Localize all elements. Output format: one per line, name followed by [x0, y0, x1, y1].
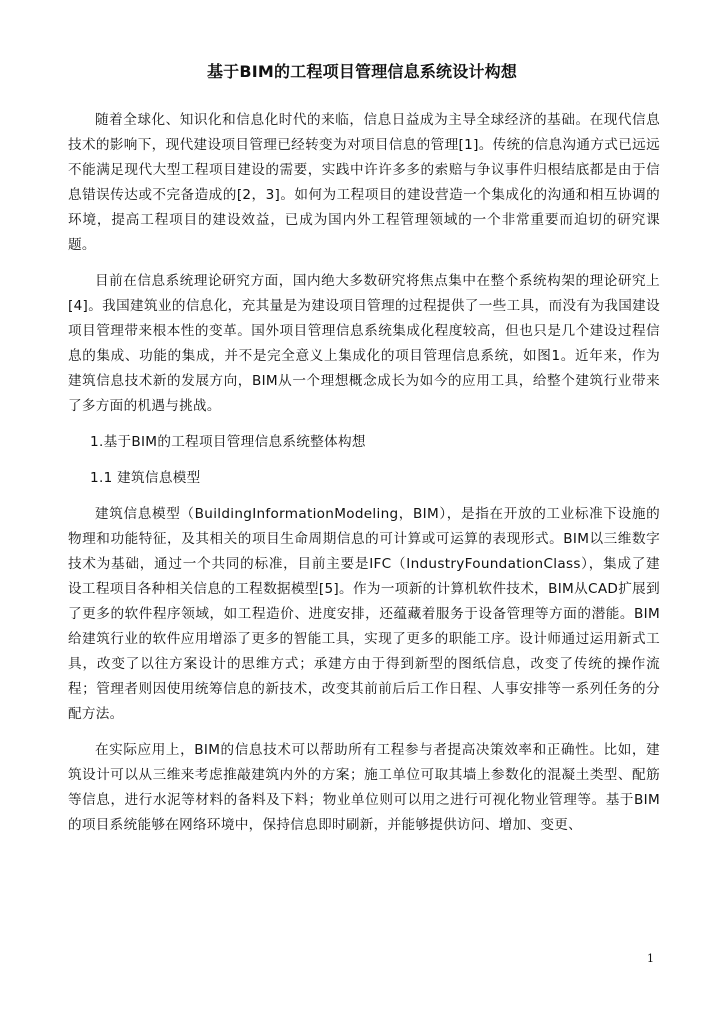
section-heading: 1.基于BIM的工程项目管理信息系统整体构想: [90, 434, 366, 450]
document-body: [68, 108, 660, 838]
bim-definition-paragraph: 建筑信息模型（BuildingInformationModeling，BIM），是指在开放的工业标准下设施的物理和功能特征，及其相关的项目生命周期信息的可计算或可运算的表现形式。BIM以三维数字技术为基础，通过一个共同的标准，目前主要是IFC（IndustryFoundationClass），集成了建设工程项目各种相关信息的工程数据模型[5]。作为一项新的计算机软件技术，BIM从CAD扩展到了更多的软件程序领域，如工程造价、进度安排，还蕴藏着服务于设备管理等方面的潜能。BIM给建筑行业的软件应用增添了更多的智能工具，实现了更多的职能工序。设计师通过运用新式工具，改变了以往方案设计的思维方式；承建方由于得到新型的图纸信息，改变了传统的操作流程；管理者则因使用统筹信息的新技术，改变其前前后后工作日程、人事安排等一系列任务的分配方法。: [68, 506, 660, 722]
subsection-heading: 1.1 建筑信息模型: [90, 470, 201, 486]
page-number: 1: [647, 952, 654, 965]
bim-application-paragraph: 在实际应用上，BIM的信息技术可以帮助所有工程参与者提高决策效率和正确性。比如，建筑设计可以从三维来考虑推敲建筑内外的方案；施工单位可取其墙上参数化的混凝土类型、配筋等信息，进行水泥等材料的备料及下料；物业单位则可以用之进行可视化物业管理等。基于BIM的项目系统能够在网络环境中，保持信息即时刷新，并能够提供访问、增加、变更、: [68, 742, 660, 833]
research-paragraph: 目前在信息系统理论研究方面，国内绝大多数研究将焦点集中在整个系统构架的理论研究上[4]。我国建筑业的信息化，充其量是为建设项目管理的过程提供了一些工具，而没有为我国建设项目管理带来根本性的变革。国外项目管理信息系统集成化程度较高，但也只是几个建设过程信息的集成、功能的集成，并不是完全意义上集成化的项目管理信息系统，如图1。近年来，作为建筑信息技术新的发展方向，BIM从一个理想概念成长为如今的应用工具，给整个建筑行业带来了多方面的机遇与挑战。: [68, 273, 660, 414]
intro-paragraph: 随着全球化、知识化和信息化时代的来临，信息日益成为主导全球经济的基础。在现代信息技术的影响下，现代建设项目管理已经转变为对项目信息的管理[1]。传统的信息沟通方式已远远不能满足现代大型工程项目建设的需要，实践中许许多多的索赔与争议事件归根结底都是由于信息错误传达或不完备造成的[2，3]。如何为工程项目的建设营造一个集成化的沟通和相互协调的环境，提高工程项目的建设效益，已成为国内外工程管理领域的一个非常重要而迫切的研究课题。: [68, 112, 660, 253]
document-title: 基于BIM的工程项目管理信息系统设计构想: [206, 62, 518, 81]
